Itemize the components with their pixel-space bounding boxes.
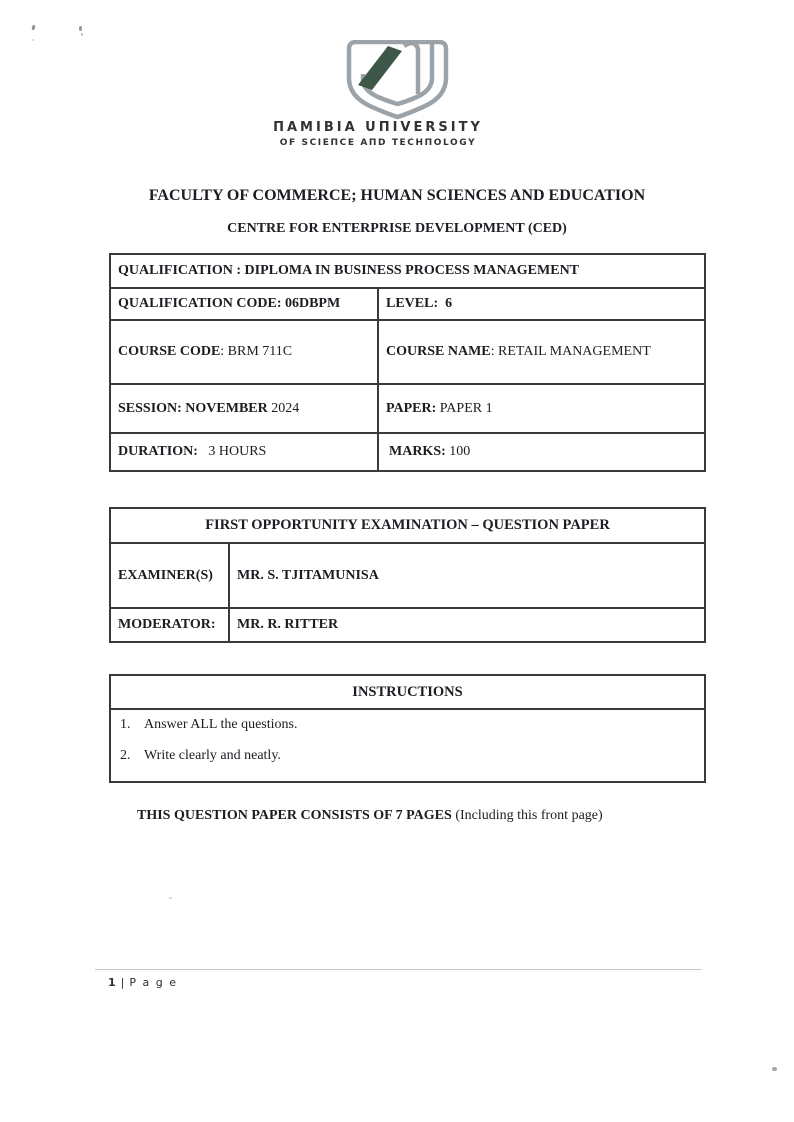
examiner-value: MR. S. TJITAMUNISA xyxy=(237,567,379,583)
marks-cell xyxy=(378,433,705,471)
instruction-item xyxy=(120,717,697,733)
moderator-label: MODERATOR: xyxy=(118,617,216,632)
qualification-cell xyxy=(110,254,705,288)
examiner-label: EXAMINER(S) xyxy=(118,567,213,583)
moderator-value-cell xyxy=(229,608,705,642)
university-shield-icon xyxy=(345,40,450,120)
table-row xyxy=(110,320,705,384)
table-row xyxy=(110,254,705,288)
table-row xyxy=(110,709,705,782)
examination-table xyxy=(109,507,706,643)
marks-value: 100 xyxy=(445,444,471,459)
course-name-label: COURSE NAME xyxy=(386,344,491,359)
footer-label: P a g e xyxy=(129,976,178,989)
course-code-cell xyxy=(110,320,378,384)
duration-label: DURATION: xyxy=(118,444,198,459)
scan-mark xyxy=(31,25,35,31)
qualification-text: QUALIFICATION : DIPLOMA IN BUSINESS PROCESS MANAGEMENT xyxy=(118,263,580,278)
faculty-heading: FACULTY OF COMMERCE; HUMAN SCIENCES AND EDUCATION xyxy=(148,187,646,204)
centre-heading: CENTRE FOR ENTERPRISE DEVELOPMENT (CED) xyxy=(227,221,567,236)
scan-mark xyxy=(81,33,83,36)
marks-label: MARKS: xyxy=(389,444,446,459)
footer-divider xyxy=(95,969,702,970)
table-row xyxy=(110,508,705,543)
table-row xyxy=(110,384,705,433)
footer-separator: | xyxy=(120,976,125,989)
pages-note xyxy=(137,808,603,824)
wordmark-line2: OF SCIEПCE AПD TECHПOLOGY xyxy=(279,138,477,148)
level-text: LEVEL: 6 xyxy=(386,296,453,311)
table-row xyxy=(110,288,705,320)
table-row xyxy=(110,608,705,642)
level-cell xyxy=(378,288,705,320)
paper-label: PAPER: xyxy=(386,400,437,416)
examiner-value-cell xyxy=(229,543,705,608)
instructions-title-cell: INSTRUCTIONS xyxy=(110,675,705,709)
page-number: 1 xyxy=(108,976,116,989)
examiner-label-cell xyxy=(110,543,229,608)
course-code-value: : BRM 711C xyxy=(220,344,293,359)
shield-hook xyxy=(404,43,418,94)
paper-cell xyxy=(378,384,705,433)
instruction-item xyxy=(120,748,697,764)
instruction-text: Answer ALL the questions. xyxy=(144,717,298,732)
instruction-number: 2. xyxy=(120,748,131,763)
moderator-value: MR. R. RITTER xyxy=(237,617,339,632)
shield-green-band xyxy=(358,46,402,90)
instruction-text: Write clearly and neatly. xyxy=(144,748,281,763)
session-cell xyxy=(110,384,378,433)
qualification-code-cell xyxy=(110,288,378,320)
course-info-table xyxy=(109,253,706,472)
scan-mark xyxy=(79,26,82,31)
wordmark-line1: ПAMIBIA UПIVERSITY xyxy=(273,120,483,135)
course-code-label: COURSE CODE xyxy=(118,344,221,359)
pages-note-regular: (Including this front page) xyxy=(451,808,603,823)
duration-value: 3 HOURS xyxy=(197,444,267,459)
session-label: SESSION: NOVEMBER xyxy=(118,400,268,416)
scan-mark xyxy=(169,897,172,899)
instructions-body-cell xyxy=(110,709,705,782)
duration-cell xyxy=(110,433,378,471)
instruction-number: 1. xyxy=(120,717,131,732)
page-footer xyxy=(108,976,178,989)
scan-mark xyxy=(772,1067,777,1071)
paper-value: PAPER 1 xyxy=(436,400,493,416)
table-row xyxy=(110,433,705,471)
course-name-cell xyxy=(378,320,705,384)
instructions-table xyxy=(109,674,706,783)
scan-mark xyxy=(32,39,34,41)
session-value: 2024 xyxy=(267,400,300,416)
table-row xyxy=(110,543,705,608)
course-name-value: : RETAIL MANAGEMENT xyxy=(490,344,651,359)
exam-title-cell: FIRST OPPORTUNITY EXAMINATION – QUESTION PAPER xyxy=(110,508,705,543)
moderator-label-cell xyxy=(110,608,229,642)
university-wordmark xyxy=(258,120,498,148)
qualification-code-text: QUALIFICATION CODE: 06DBPM xyxy=(118,296,341,311)
table-row xyxy=(110,675,705,709)
pages-note-bold: THIS QUESTION PAPER CONSISTS OF 7 PAGES xyxy=(137,808,452,823)
